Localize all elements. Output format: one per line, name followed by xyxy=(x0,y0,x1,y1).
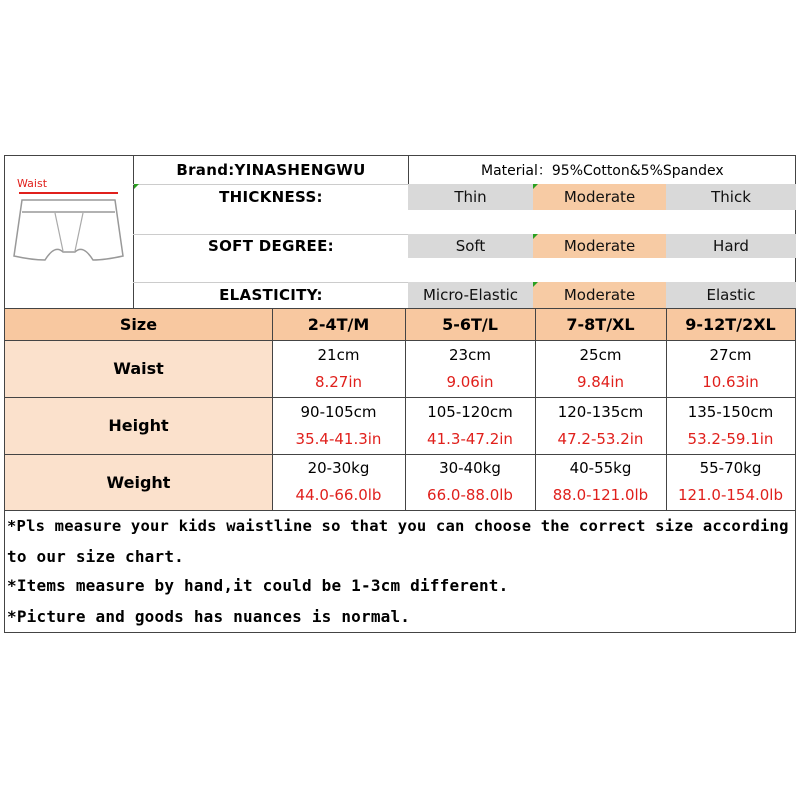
soft-option-hard: Hard xyxy=(666,234,796,258)
thickness-option-moderate-selected: Moderate xyxy=(533,184,666,210)
waist-cell-xl: 25cm 9.84in xyxy=(576,345,625,391)
thickness-label: THICKNESS: xyxy=(219,188,323,206)
row-label-height: Height xyxy=(5,397,272,454)
weight-cell-xl: 40-55kg 88.0-121.0lb xyxy=(552,459,649,504)
weight-cell-l: 30-40kg 66.0-88.0lb xyxy=(427,459,513,504)
size-header-2xl: 9-12T/2XL xyxy=(666,308,795,340)
elasticity-label: ELASTICITY: xyxy=(219,286,323,304)
size-column-header: Size xyxy=(5,308,272,340)
product-image-panel xyxy=(5,156,133,308)
note-line-1: *Pls measure your kids waistline so that you can choose the correct size according xyxy=(7,517,789,535)
weight-cell-2xl: 55-70kg 121.0-154.0lb xyxy=(678,459,783,504)
corner-mark-icon xyxy=(533,184,538,189)
waist-cell-2xl: 27cm 10.63in xyxy=(702,345,759,391)
weight-cell-m: 20-30kg 44.0-66.0lb xyxy=(295,459,382,504)
row-label-waist: Waist xyxy=(5,340,272,397)
corner-mark-icon xyxy=(533,282,538,287)
thickness-option-thick: Thick xyxy=(666,184,796,210)
soft-option-soft: Soft xyxy=(408,234,533,258)
size-header-xl: 7-8T/XL xyxy=(535,308,666,340)
elasticity-option-micro-elastic: Micro-Elastic xyxy=(408,282,533,308)
height-cell-l: 105-120cm 41.3-47.2in xyxy=(427,402,513,448)
corner-mark-icon xyxy=(134,184,139,189)
material-text: Material：95%Cotton&5%Spandex xyxy=(481,163,724,179)
height-cell-m: 90-105cm 35.4-41.3in xyxy=(295,402,382,448)
waist-cell-l: 23cm 9.06in xyxy=(446,345,494,391)
height-cell-xl: 120-135cm 47.2-53.2in xyxy=(557,402,644,448)
elasticity-option-elastic: Elastic xyxy=(666,282,796,308)
height-cell-2xl: 135-150cm 53.2-59.1in xyxy=(687,402,774,448)
soft-degree-label: SOFT DEGREE: xyxy=(208,237,334,255)
row-label-weight: Weight xyxy=(5,454,272,510)
brand-name: Brand:YINASHENGWU xyxy=(176,161,366,179)
thickness-option-thin: Thin xyxy=(408,184,533,210)
note-line-2: to our size chart. xyxy=(7,547,184,566)
note-line-4: *Picture and goods has nuances is normal. xyxy=(7,607,411,626)
brand-cell xyxy=(134,156,408,184)
size-header-m: 2-4T/M xyxy=(272,308,405,340)
corner-mark-icon xyxy=(533,234,538,239)
size-header-l: 5-6T/L xyxy=(405,308,535,340)
elasticity-option-moderate-selected: Moderate xyxy=(533,282,666,308)
material-cell xyxy=(409,156,795,184)
soft-option-moderate-selected: Moderate xyxy=(533,234,666,258)
waist-cell-m: 21cm 8.27in xyxy=(272,340,405,397)
waist-label: Waist xyxy=(17,177,48,190)
note-line-3: *Items measure by hand,it could be 1-3cm different. xyxy=(7,576,509,595)
underwear-illustration xyxy=(5,156,133,308)
